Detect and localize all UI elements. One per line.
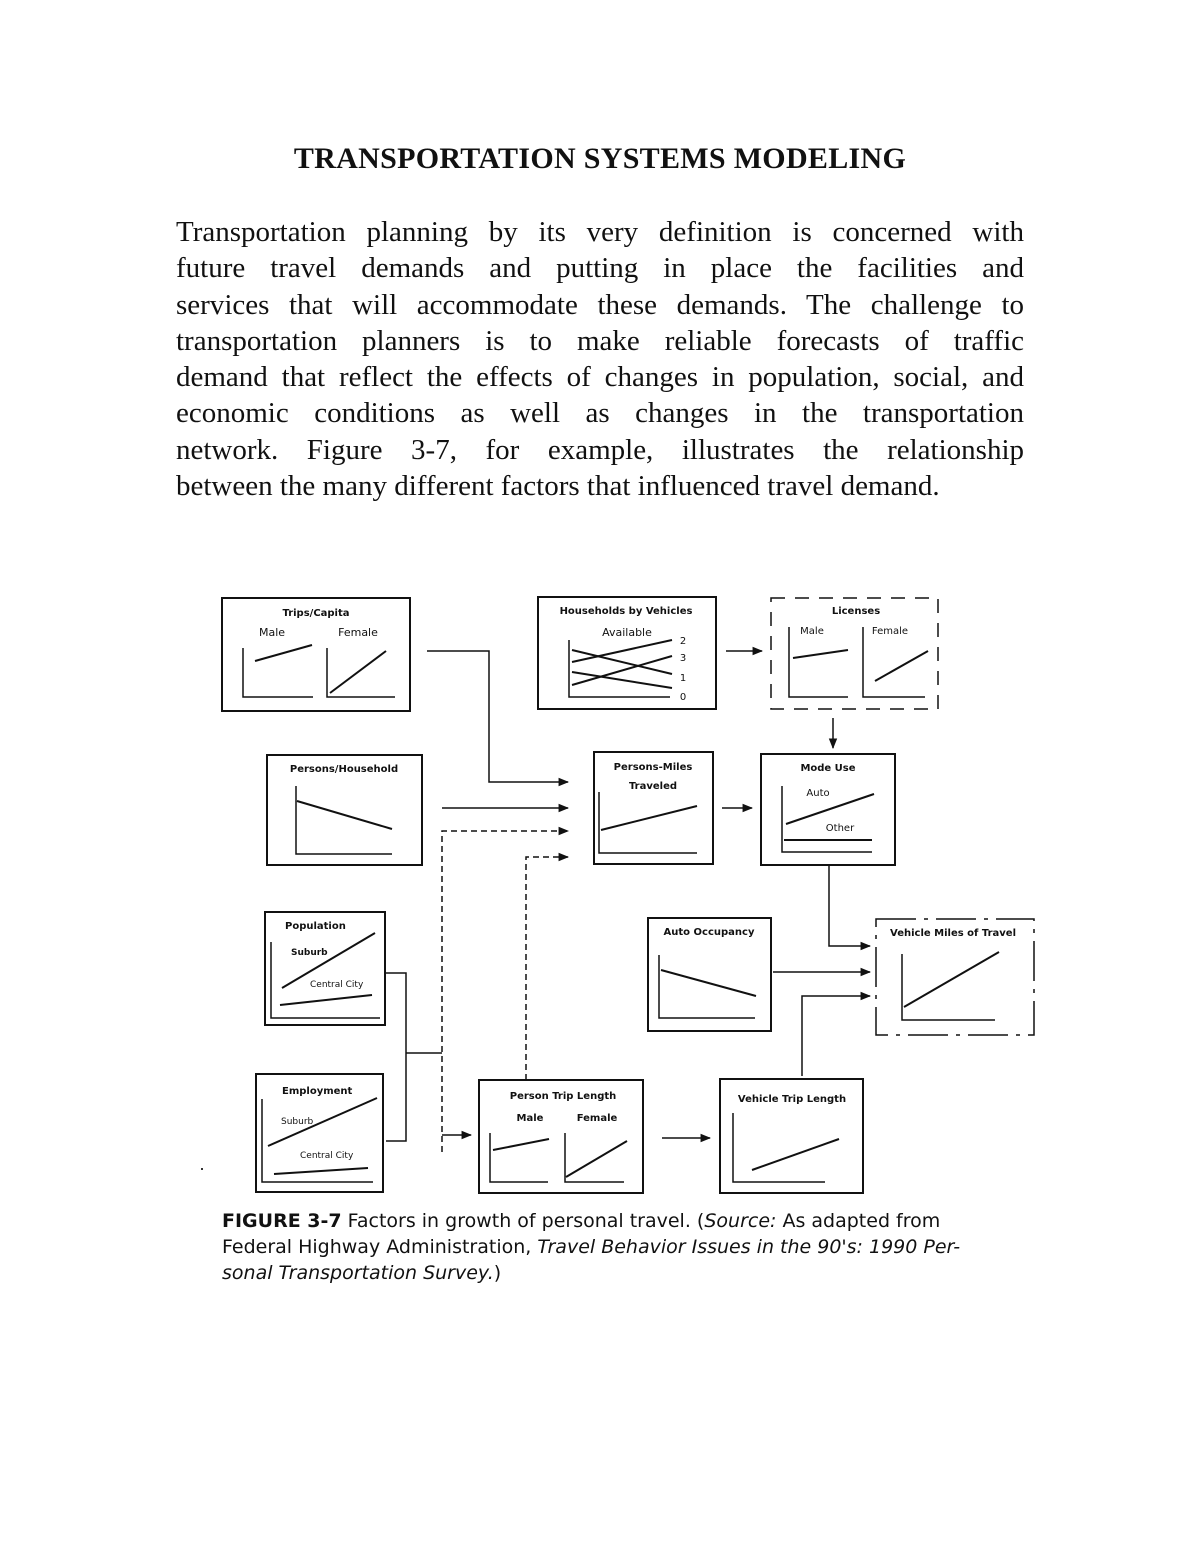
trend-line bbox=[752, 1139, 839, 1170]
male-label: Male bbox=[800, 626, 824, 637]
series-label: Auto bbox=[806, 788, 830, 799]
level-label: 2 bbox=[679, 636, 687, 647]
trend-line bbox=[601, 806, 697, 830]
mini-axis bbox=[733, 1113, 825, 1182]
employment-box bbox=[256, 1074, 383, 1192]
paragraph-line: future travel demands and putting in place the facilities and bbox=[176, 252, 1024, 285]
figure-caption bbox=[222, 1208, 1002, 1286]
box-title: Person Trip Length bbox=[509, 1091, 617, 1102]
arrow-trips-to-pmt bbox=[427, 651, 568, 782]
auto-occupancy-box bbox=[648, 918, 771, 1031]
caption-agency: Federal Highway Administration, bbox=[222, 1236, 532, 1258]
mini-axis bbox=[569, 640, 670, 697]
box-subtitle: Available bbox=[602, 626, 652, 639]
bracket-employment bbox=[386, 1053, 406, 1141]
trend-line bbox=[661, 970, 756, 996]
paragraph-line: economic conditions as well as changes in the transportation bbox=[176, 397, 1024, 430]
mini-axis bbox=[327, 648, 395, 697]
trend-line bbox=[572, 640, 672, 662]
paragraph-line: Transportation planning by its very definition is concerned with bbox=[176, 216, 1024, 248]
level-label: 0 bbox=[679, 692, 687, 703]
box-title: Vehicle Trip Length bbox=[737, 1094, 847, 1105]
scan-speck bbox=[201, 1168, 203, 1170]
caption-title: Travel Behavior Issues in the 90's: 1990 Per- bbox=[537, 1236, 961, 1258]
paragraph-line: services that will accommodate these demands. The challenge to bbox=[176, 288, 1024, 321]
mini-axis bbox=[565, 1133, 624, 1182]
series-label: Suburb bbox=[291, 948, 328, 958]
trips-per-capita-box bbox=[222, 598, 410, 711]
caption-line bbox=[222, 1208, 1002, 1234]
trend-line bbox=[786, 794, 874, 824]
connector-lines bbox=[386, 651, 870, 1152]
caption-line bbox=[222, 1234, 1002, 1260]
trend-line bbox=[255, 645, 312, 661]
trend-line bbox=[793, 650, 848, 658]
caption-title: sonal Transportation Survey. bbox=[222, 1262, 494, 1284]
series-label: Other bbox=[825, 823, 855, 834]
box-title-line: Persons-Miles bbox=[613, 762, 693, 773]
box-title: Population bbox=[285, 921, 346, 932]
trend-line bbox=[297, 801, 392, 829]
caption-label: FIGURE 3-7 bbox=[222, 1210, 342, 1232]
series-label: Central City bbox=[310, 980, 364, 990]
mini-axis bbox=[789, 627, 848, 697]
trend-line bbox=[904, 952, 999, 1007]
level-label: 3 bbox=[679, 653, 687, 664]
male-label: Male bbox=[516, 1113, 544, 1124]
caption-text: Factors in growth of personal travel. ( bbox=[347, 1210, 705, 1232]
box-title: Persons/Household bbox=[289, 764, 399, 775]
persons-miles-traveled-box bbox=[594, 752, 713, 864]
trend-line bbox=[330, 651, 386, 693]
caption-end: ) bbox=[493, 1262, 502, 1284]
arrow-population-to-pmt bbox=[442, 831, 568, 1152]
trend-line bbox=[566, 1141, 627, 1177]
paragraph-line: transportation planners is to make reliable forecasts of traffic bbox=[176, 324, 1024, 357]
box-title: Auto Occupancy bbox=[663, 927, 755, 938]
trend-line bbox=[280, 995, 372, 1005]
mini-axis bbox=[296, 786, 392, 854]
trend-line bbox=[875, 651, 928, 681]
box-title: Licenses bbox=[831, 606, 881, 617]
trend-line bbox=[274, 1168, 368, 1174]
paragraph-line: between the many different factors that influenced travel demand. bbox=[176, 470, 940, 503]
caption-line bbox=[222, 1260, 1002, 1286]
box-title-line: Traveled bbox=[628, 781, 678, 792]
persons-per-household-box bbox=[267, 755, 422, 865]
person-trip-length-box bbox=[479, 1080, 643, 1193]
series-label: Central City bbox=[300, 1151, 354, 1161]
box-title: Employment bbox=[282, 1086, 353, 1097]
female-label: Female bbox=[338, 626, 378, 639]
households-by-vehicles-box bbox=[538, 597, 716, 709]
box-title: Vehicle Miles of Travel bbox=[890, 928, 1016, 939]
mode-use-box bbox=[761, 754, 895, 865]
mini-axis bbox=[659, 955, 755, 1018]
mini-axis bbox=[599, 792, 697, 853]
vehicle-trip-length-box bbox=[720, 1079, 863, 1193]
caption-source-label: Source: bbox=[704, 1210, 777, 1232]
arrow-ptl-to-pmt bbox=[526, 857, 568, 1080]
trend-line bbox=[493, 1139, 549, 1150]
mini-axis bbox=[863, 627, 925, 697]
level-label: 1 bbox=[679, 673, 687, 684]
box-title: Households by Vehicles bbox=[559, 606, 693, 617]
arrow-mode-to-vmt bbox=[829, 866, 870, 946]
paragraph-line: network. Figure 3-7, for example, illustrates the relationship bbox=[176, 433, 1024, 466]
female-label: Female bbox=[871, 626, 909, 637]
vehicle-miles-of-travel-box bbox=[876, 919, 1034, 1035]
caption-source-text: As adapted from bbox=[782, 1210, 941, 1232]
box-title: Trips/Capita bbox=[282, 608, 350, 619]
page-title: TRANSPORTATION SYSTEMS MODELING bbox=[293, 142, 907, 175]
bracket-population bbox=[386, 973, 406, 1053]
paragraph-line: demand that reflect the effects of changes in population, social, and bbox=[176, 361, 1024, 394]
male-label: Male bbox=[258, 626, 286, 639]
female-label: Female bbox=[576, 1113, 618, 1124]
box-title: Mode Use bbox=[800, 763, 856, 774]
mini-axis bbox=[902, 954, 995, 1020]
population-box bbox=[265, 912, 385, 1025]
licenses-box bbox=[771, 598, 938, 709]
series-label: Suburb bbox=[281, 1117, 314, 1127]
arrow-vtl-to-vmt bbox=[802, 996, 870, 1076]
